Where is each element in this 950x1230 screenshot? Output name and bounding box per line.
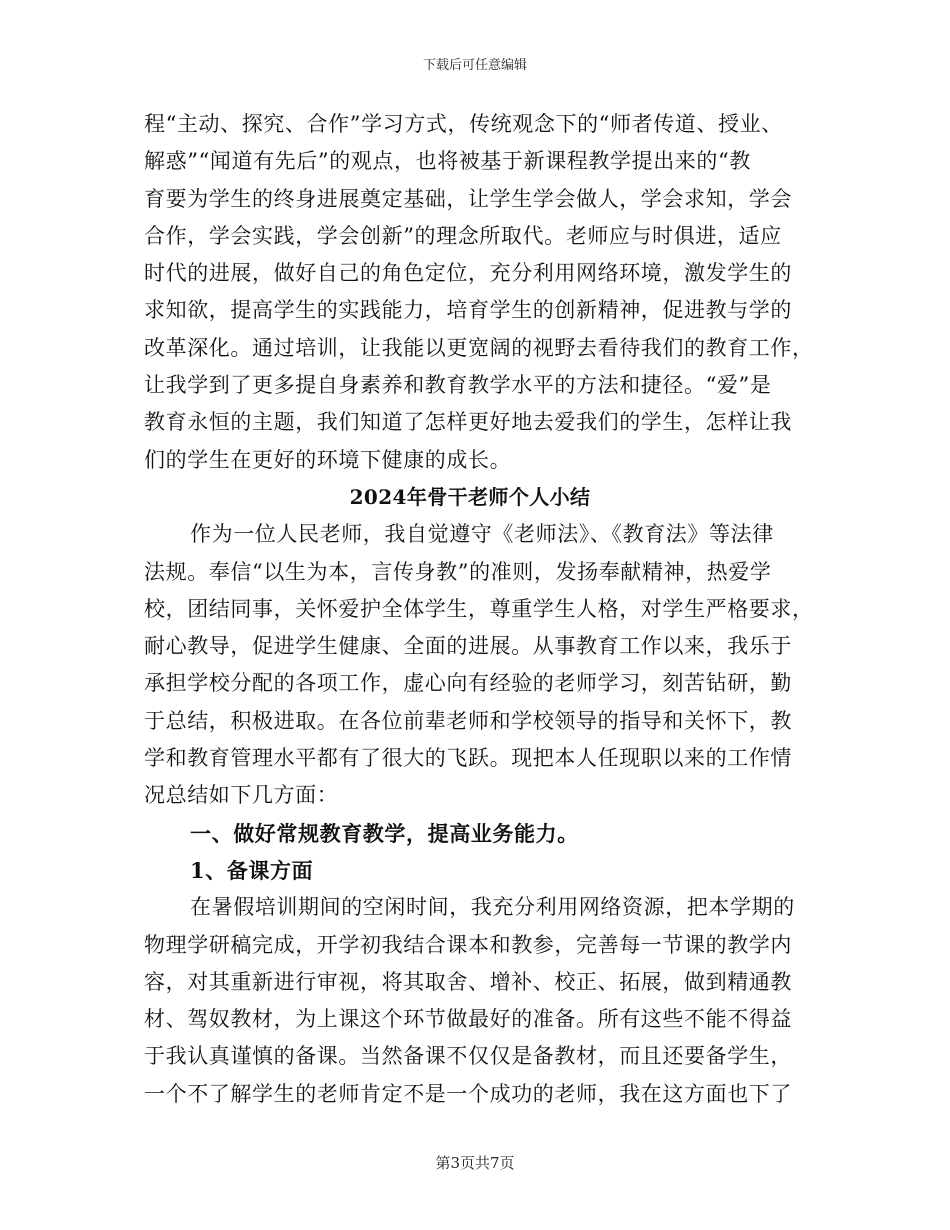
heading-level-1: 一、做好常规教育教学，提高业务能力。 [190,820,579,846]
text-line: 们的学生在更好的环境下健康的成长。 [144,447,512,472]
text-line: 承担学校分配的各项工作，虚心向有经验的老师学习，刻苦钻研，勤 [144,671,792,696]
paragraph-first-line: 在暑假培训期间的空闲时间，我充分利用网络资源，把本学期的 [190,895,795,920]
text-line: 耐心教导，促进学生健康、全面的进展。从事教育工作以来，我乐于 [144,634,792,659]
header-note: 下载后可任意编辑 [422,58,527,73]
text-line: 容，对其重新进行审视，将其取舍、增补、校正、拓展，做到精通教 [144,969,792,994]
text-line: 求知欲，提高学生的实践能力，培育学生的创新精神，促进教与学的 [144,298,792,323]
text-line: 于总结，积极进取。在各位前辈老师和学校领导的指导和关怀下，教 [144,708,792,733]
text-line: 教育永恒的主题，我们知道了怎样更好地去爱我们的学生，怎样让我 [144,410,792,435]
text-line: 一个不了解学生的老师肯定不是一个成功的老师，我在这方面也下了 [144,1081,792,1106]
text-line: 解惑”“闻道有先后”的观点，也将被基于新课程教学提出来的“教 [144,149,751,174]
text-line: 育要为学生的终身进展奠定基础，让学生学会做人，学会求知，学会 [144,186,792,211]
text-line: 学和教育管理水平都有了很大的飞跃。现把本人任现职以来的工作情 [144,746,792,771]
text-line: 校，团结同事，关怀爱护全体学生，尊重学生人格，对学生严格要求， [144,596,814,621]
section-title: 2024年骨干老师个人小结 [349,484,591,509]
text-line: 让我学到了更多提自身素养和教育教学水平的方法和捷径。“爱”是 [144,373,772,398]
text-line: 合作，学会实践，学会创新”的理念所取代。老师应与时俱进，适应 [144,223,782,248]
paragraph-first-line: 作为一位人民老师，我自觉遵守《老师法》、《教育法》等法律 [190,522,774,547]
text-line: 物理学研稿完成，开学初我结合课本和教参，完善每一节课的教学内 [144,932,792,957]
text-line: 时代的进展，做好自己的角色定位，充分利用网络环境，激发学生的 [144,261,792,286]
page-number: 第3页共7页 [435,1154,515,1172]
text-line: 法规。奉信“以生为本，言传身教”的准则，发扬奉献精神，热爱学 [144,559,772,584]
text-line: 程“主动、探究、合作”学习方式，传统观念下的“师者传道、授业、 [144,112,783,136]
text-line: 况总结如下几方面： [144,783,339,808]
text-line: 于我认真谨慎的备课。当然备课不仅仅是备教材，而且还要备学生， [144,1044,792,1069]
text-line: 材、驾奴教材，为上课这个环节做最好的准备。所有这些不能不得益 [144,1007,792,1032]
text-line: 改革深化。通过培训，让我能以更宽阔的视野去看待我们的教育工作， [144,335,814,360]
heading-level-2: 1、备课方面 [190,857,314,883]
document-body [144,106,814,1113]
